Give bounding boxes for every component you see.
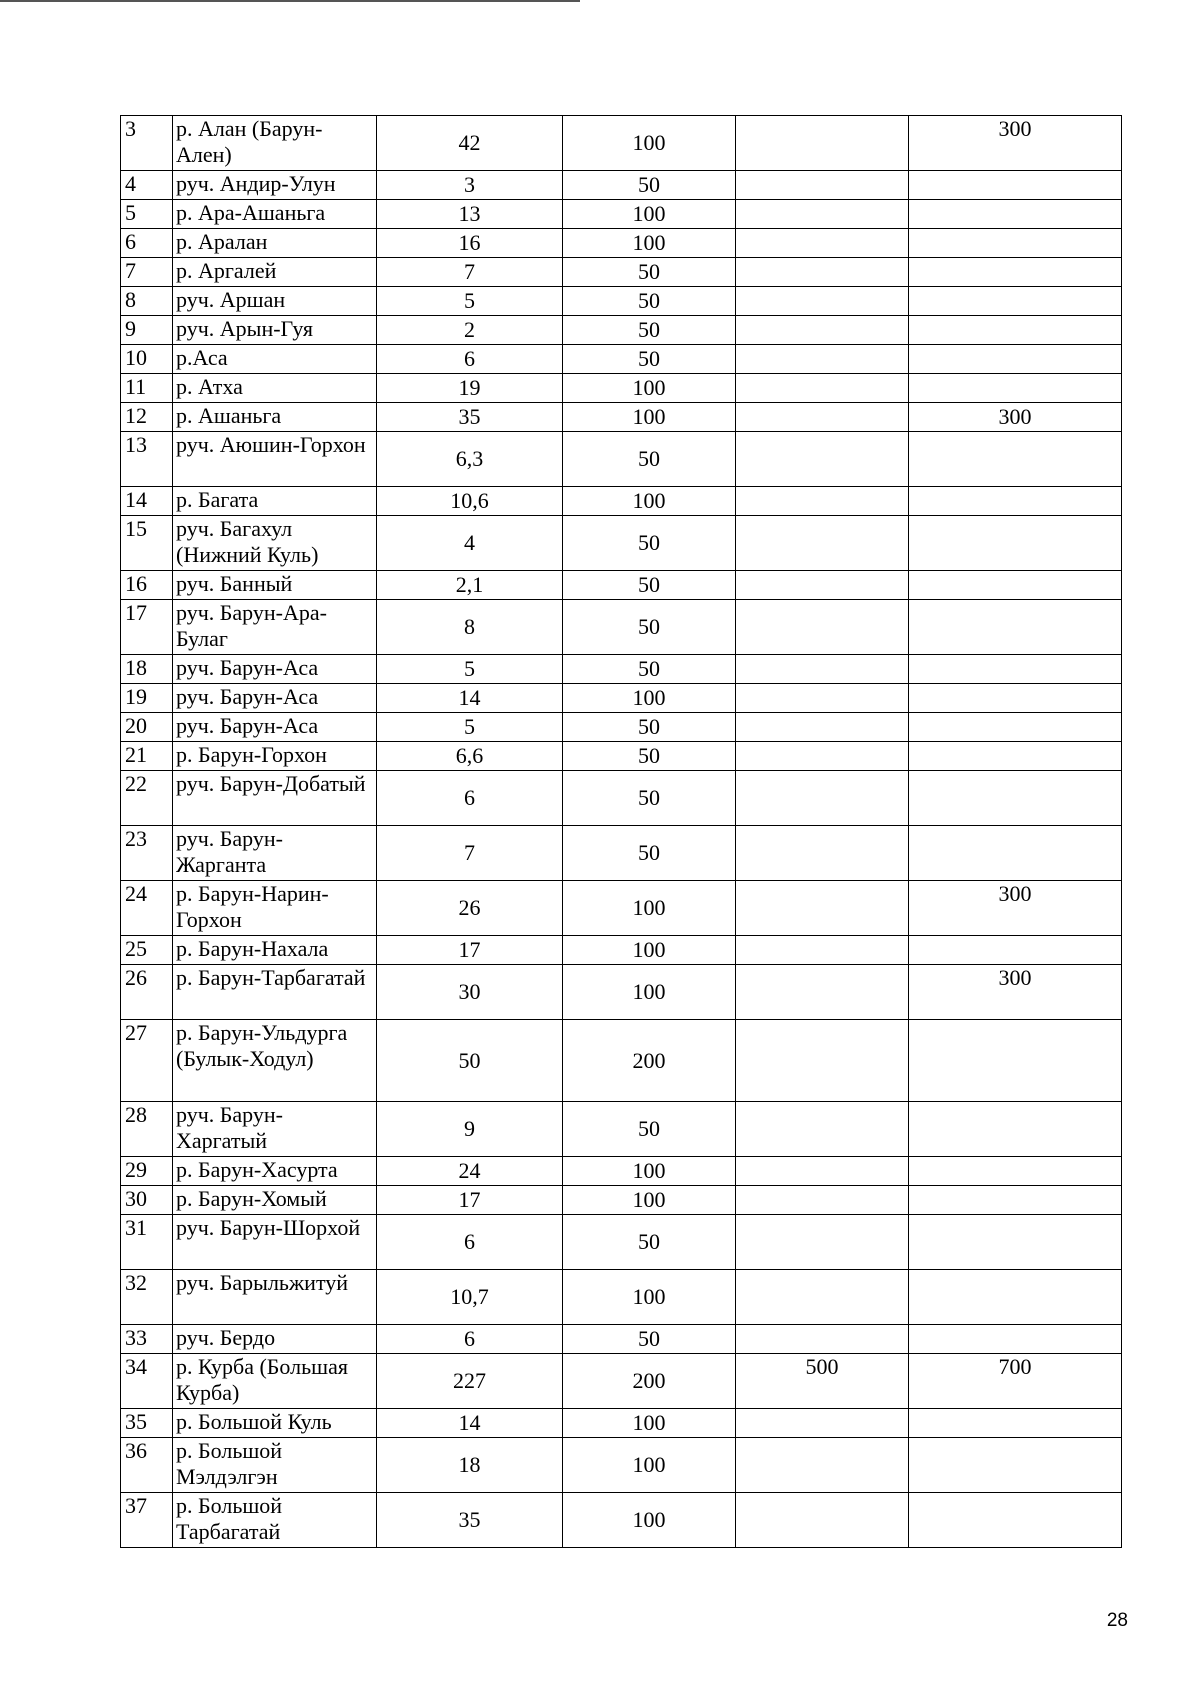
width-1-cell: 50 [563, 1215, 736, 1270]
width-1-cell: 100 [563, 1270, 736, 1325]
width-3-cell [909, 374, 1122, 403]
length-cell: 5 [377, 655, 563, 684]
page-number: 28 [1106, 1610, 1128, 1631]
table-row [121, 487, 1122, 516]
width-1-cell: 50 [563, 655, 736, 684]
width-3-cell: 300 [909, 965, 1122, 1020]
row-number-cell: 25 [121, 936, 173, 965]
length-cell: 19 [377, 374, 563, 403]
river-name-cell: руч. Барун-Шорхой [173, 1215, 377, 1270]
length-cell: 10,6 [377, 487, 563, 516]
width-2-cell [736, 487, 909, 516]
river-name-cell: руч. Андир-Улун [173, 171, 377, 200]
width-1-cell: 50 [563, 258, 736, 287]
width-2-cell [736, 374, 909, 403]
row-number-cell: 36 [121, 1438, 173, 1493]
table-row [121, 1020, 1122, 1102]
width-2-cell [736, 1270, 909, 1325]
width-3-cell: 300 [909, 881, 1122, 936]
width-1-cell: 50 [563, 713, 736, 742]
river-name-cell: р. Ашаньга [173, 403, 377, 432]
length-cell: 17 [377, 1186, 563, 1215]
row-number-cell: 34 [121, 1354, 173, 1409]
row-number-cell: 22 [121, 771, 173, 826]
width-1-cell: 50 [563, 742, 736, 771]
row-number-cell: 31 [121, 1215, 173, 1270]
river-name-cell: руч. Барун-Аса [173, 713, 377, 742]
width-2-cell [736, 432, 909, 487]
width-2-cell [736, 1409, 909, 1438]
width-3-cell [909, 258, 1122, 287]
width-1-cell: 50 [563, 316, 736, 345]
row-number-cell: 16 [121, 571, 173, 600]
row-number-cell: 35 [121, 1409, 173, 1438]
width-1-cell: 50 [563, 1102, 736, 1157]
table-row [121, 881, 1122, 936]
river-name-cell: руч. Барун-Добатый [173, 771, 377, 826]
length-cell: 26 [377, 881, 563, 936]
river-name-cell: руч. Барун-Ара-Булаг [173, 600, 377, 655]
river-name-cell: р. Алан (Барун-Ален) [173, 116, 377, 171]
table-row [121, 1215, 1122, 1270]
width-3-cell [909, 316, 1122, 345]
river-name-cell: р. Аралан [173, 229, 377, 258]
river-name-cell: руч. Аршан [173, 287, 377, 316]
length-cell: 6 [377, 345, 563, 374]
width-1-cell: 100 [563, 965, 736, 1020]
width-3-cell [909, 200, 1122, 229]
table-row [121, 1186, 1122, 1215]
row-number-cell: 20 [121, 713, 173, 742]
table-row [121, 1325, 1122, 1354]
width-1-cell: 100 [563, 881, 736, 936]
row-number-cell: 11 [121, 374, 173, 403]
width-3-cell: 300 [909, 403, 1122, 432]
width-1-cell: 200 [563, 1354, 736, 1409]
length-cell: 35 [377, 403, 563, 432]
row-number-cell: 15 [121, 516, 173, 571]
width-1-cell: 50 [563, 171, 736, 200]
width-2-cell [736, 826, 909, 881]
width-1-cell: 50 [563, 516, 736, 571]
width-1-cell: 100 [563, 116, 736, 171]
length-cell: 14 [377, 684, 563, 713]
width-3-cell [909, 742, 1122, 771]
river-name-cell: руч. Бердо [173, 1325, 377, 1354]
table-row [121, 287, 1122, 316]
table-row [121, 1438, 1122, 1493]
table-row [121, 1354, 1122, 1409]
length-cell: 42 [377, 116, 563, 171]
width-2-cell [736, 516, 909, 571]
river-name-cell: р. Курба (Большая Курба) [173, 1354, 377, 1409]
table-row [121, 1270, 1122, 1325]
river-name-cell: р. Барун-Тарбагатай [173, 965, 377, 1020]
width-2-cell [736, 655, 909, 684]
width-1-cell: 50 [563, 600, 736, 655]
width-3-cell [909, 1102, 1122, 1157]
row-number-cell: 30 [121, 1186, 173, 1215]
length-cell: 8 [377, 600, 563, 655]
table-row [121, 345, 1122, 374]
width-1-cell: 50 [563, 771, 736, 826]
width-3-cell [909, 1493, 1122, 1548]
width-3-cell [909, 571, 1122, 600]
river-name-cell: р.Аса [173, 345, 377, 374]
length-cell: 13 [377, 200, 563, 229]
river-name-cell: р. Барун-Нахала [173, 936, 377, 965]
river-name-cell: руч. Багахул (Нижний Куль) [173, 516, 377, 571]
width-2-cell [736, 229, 909, 258]
row-number-cell: 27 [121, 1020, 173, 1102]
river-name-cell: р. Барун-Горхон [173, 742, 377, 771]
width-1-cell: 50 [563, 571, 736, 600]
river-name-cell: руч. Барун-Аса [173, 684, 377, 713]
width-3-cell [909, 1270, 1122, 1325]
width-1-cell: 100 [563, 1157, 736, 1186]
river-name-cell: руч. Арын-Гуя [173, 316, 377, 345]
length-cell: 9 [377, 1102, 563, 1157]
length-cell: 4 [377, 516, 563, 571]
width-3-cell: 700 [909, 1354, 1122, 1409]
length-cell: 30 [377, 965, 563, 1020]
river-name-cell: р. Аргалей [173, 258, 377, 287]
row-number-cell: 12 [121, 403, 173, 432]
width-3-cell [909, 1186, 1122, 1215]
table-row [121, 600, 1122, 655]
width-3-cell [909, 345, 1122, 374]
width-2-cell [736, 403, 909, 432]
length-cell: 5 [377, 713, 563, 742]
river-name-cell: руч. Барун-Аса [173, 655, 377, 684]
width-2-cell [736, 684, 909, 713]
width-1-cell: 100 [563, 229, 736, 258]
table-row [121, 258, 1122, 287]
table-row [121, 403, 1122, 432]
width-3-cell [909, 432, 1122, 487]
table-row [121, 374, 1122, 403]
width-3-cell [909, 713, 1122, 742]
width-2-cell [736, 1157, 909, 1186]
table-row [121, 316, 1122, 345]
width-3-cell [909, 771, 1122, 826]
width-3-cell [909, 516, 1122, 571]
row-number-cell: 5 [121, 200, 173, 229]
width-2-cell [736, 1102, 909, 1157]
length-cell: 5 [377, 287, 563, 316]
table-row [121, 116, 1122, 171]
river-name-cell: руч. Барыльжитуй [173, 1270, 377, 1325]
row-number-cell: 24 [121, 881, 173, 936]
table-row [121, 684, 1122, 713]
row-number-cell: 3 [121, 116, 173, 171]
width-3-cell [909, 487, 1122, 516]
row-number-cell: 23 [121, 826, 173, 881]
width-1-cell: 50 [563, 287, 736, 316]
table-row [121, 936, 1122, 965]
river-name-cell: р. Барун-Ульдурга (Булык-Ходул) [173, 1020, 377, 1102]
width-3-cell [909, 1438, 1122, 1493]
river-name-cell: р. Ара-Ашаньга [173, 200, 377, 229]
width-2-cell [736, 571, 909, 600]
length-cell: 7 [377, 826, 563, 881]
width-3-cell [909, 936, 1122, 965]
row-number-cell: 4 [121, 171, 173, 200]
row-number-cell: 18 [121, 655, 173, 684]
width-3-cell [909, 684, 1122, 713]
width-2-cell [736, 742, 909, 771]
width-3-cell [909, 826, 1122, 881]
width-2-cell [736, 713, 909, 742]
length-cell: 6 [377, 1325, 563, 1354]
length-cell: 24 [377, 1157, 563, 1186]
length-cell: 6,6 [377, 742, 563, 771]
length-cell: 10,7 [377, 1270, 563, 1325]
row-number-cell: 29 [121, 1157, 173, 1186]
width-2-cell [736, 200, 909, 229]
table-row [121, 571, 1122, 600]
width-2-cell [736, 771, 909, 826]
river-name-cell: р. Барун-Хасурта [173, 1157, 377, 1186]
river-name-cell: р. Барун-Нарин-Горхон [173, 881, 377, 936]
width-2-cell [736, 881, 909, 936]
width-2-cell: 500 [736, 1354, 909, 1409]
width-1-cell: 50 [563, 826, 736, 881]
width-3-cell [909, 229, 1122, 258]
width-3-cell [909, 655, 1122, 684]
width-3-cell [909, 1020, 1122, 1102]
width-2-cell [736, 600, 909, 655]
length-cell: 6,3 [377, 432, 563, 487]
width-3-cell [909, 171, 1122, 200]
row-number-cell: 7 [121, 258, 173, 287]
table-row [121, 171, 1122, 200]
row-number-cell: 32 [121, 1270, 173, 1325]
length-cell: 14 [377, 1409, 563, 1438]
river-name-cell: р. Большой Тарбагатай [173, 1493, 377, 1548]
table-row [121, 713, 1122, 742]
table-row [121, 432, 1122, 487]
table-row [121, 200, 1122, 229]
table-row [121, 771, 1122, 826]
width-1-cell: 100 [563, 374, 736, 403]
length-cell: 16 [377, 229, 563, 258]
river-name-cell: р. Барун-Хомый [173, 1186, 377, 1215]
width-1-cell: 100 [563, 1438, 736, 1493]
length-cell: 6 [377, 771, 563, 826]
row-number-cell: 10 [121, 345, 173, 374]
river-name-cell: руч. Банный [173, 571, 377, 600]
row-number-cell: 26 [121, 965, 173, 1020]
table-row [121, 516, 1122, 571]
row-number-cell: 28 [121, 1102, 173, 1157]
width-3-cell [909, 1409, 1122, 1438]
width-1-cell: 50 [563, 345, 736, 374]
width-2-cell [736, 258, 909, 287]
length-cell: 2,1 [377, 571, 563, 600]
width-2-cell [736, 345, 909, 374]
row-number-cell: 17 [121, 600, 173, 655]
length-cell: 2 [377, 316, 563, 345]
river-name-cell: р. Большой Куль [173, 1409, 377, 1438]
table-row [121, 742, 1122, 771]
length-cell: 6 [377, 1215, 563, 1270]
width-1-cell: 50 [563, 1325, 736, 1354]
width-1-cell: 100 [563, 487, 736, 516]
width-2-cell [736, 1186, 909, 1215]
width-2-cell [736, 287, 909, 316]
width-2-cell [736, 316, 909, 345]
river-name-cell: р. Большой Мэлдэлгэн [173, 1438, 377, 1493]
table-row [121, 965, 1122, 1020]
row-number-cell: 14 [121, 487, 173, 516]
scan-edge-line [0, 0, 580, 2]
length-cell: 18 [377, 1438, 563, 1493]
length-cell: 35 [377, 1493, 563, 1548]
length-cell: 17 [377, 936, 563, 965]
river-name-cell: р. Атха [173, 374, 377, 403]
length-cell: 3 [377, 171, 563, 200]
width-1-cell: 100 [563, 936, 736, 965]
width-2-cell [736, 1215, 909, 1270]
length-cell: 227 [377, 1354, 563, 1409]
row-number-cell: 33 [121, 1325, 173, 1354]
width-1-cell: 100 [563, 1409, 736, 1438]
width-2-cell [736, 116, 909, 171]
table-body [121, 116, 1122, 1548]
width-2-cell [736, 171, 909, 200]
river-name-cell: руч. Барун-Харгатый [173, 1102, 377, 1157]
length-cell: 7 [377, 258, 563, 287]
width-1-cell: 100 [563, 1493, 736, 1548]
table-row [121, 655, 1122, 684]
width-2-cell [736, 936, 909, 965]
width-3-cell: 300 [909, 116, 1122, 171]
length-cell: 50 [377, 1020, 563, 1102]
river-name-cell: руч. Аюшин-Горхон [173, 432, 377, 487]
table-row [121, 826, 1122, 881]
width-1-cell: 100 [563, 1186, 736, 1215]
width-2-cell [736, 1325, 909, 1354]
width-3-cell [909, 287, 1122, 316]
width-3-cell [909, 600, 1122, 655]
width-2-cell [736, 965, 909, 1020]
width-1-cell: 100 [563, 403, 736, 432]
width-1-cell: 100 [563, 200, 736, 229]
width-3-cell [909, 1157, 1122, 1186]
width-3-cell [909, 1325, 1122, 1354]
width-1-cell: 100 [563, 684, 736, 713]
table-row [121, 1102, 1122, 1157]
water-bodies-table [120, 115, 1122, 1548]
width-3-cell [909, 1215, 1122, 1270]
table-row [121, 1493, 1122, 1548]
table-row [121, 1409, 1122, 1438]
row-number-cell: 19 [121, 684, 173, 713]
table-row [121, 229, 1122, 258]
table-row [121, 1157, 1122, 1186]
river-name-cell: руч. Барун-Жарганта [173, 826, 377, 881]
width-2-cell [736, 1493, 909, 1548]
river-name-cell: р. Багата [173, 487, 377, 516]
row-number-cell: 8 [121, 287, 173, 316]
row-number-cell: 9 [121, 316, 173, 345]
row-number-cell: 37 [121, 1493, 173, 1548]
width-1-cell: 50 [563, 432, 736, 487]
row-number-cell: 6 [121, 229, 173, 258]
row-number-cell: 21 [121, 742, 173, 771]
row-number-cell: 13 [121, 432, 173, 487]
width-2-cell [736, 1020, 909, 1102]
width-2-cell [736, 1438, 909, 1493]
width-1-cell: 200 [563, 1020, 736, 1102]
